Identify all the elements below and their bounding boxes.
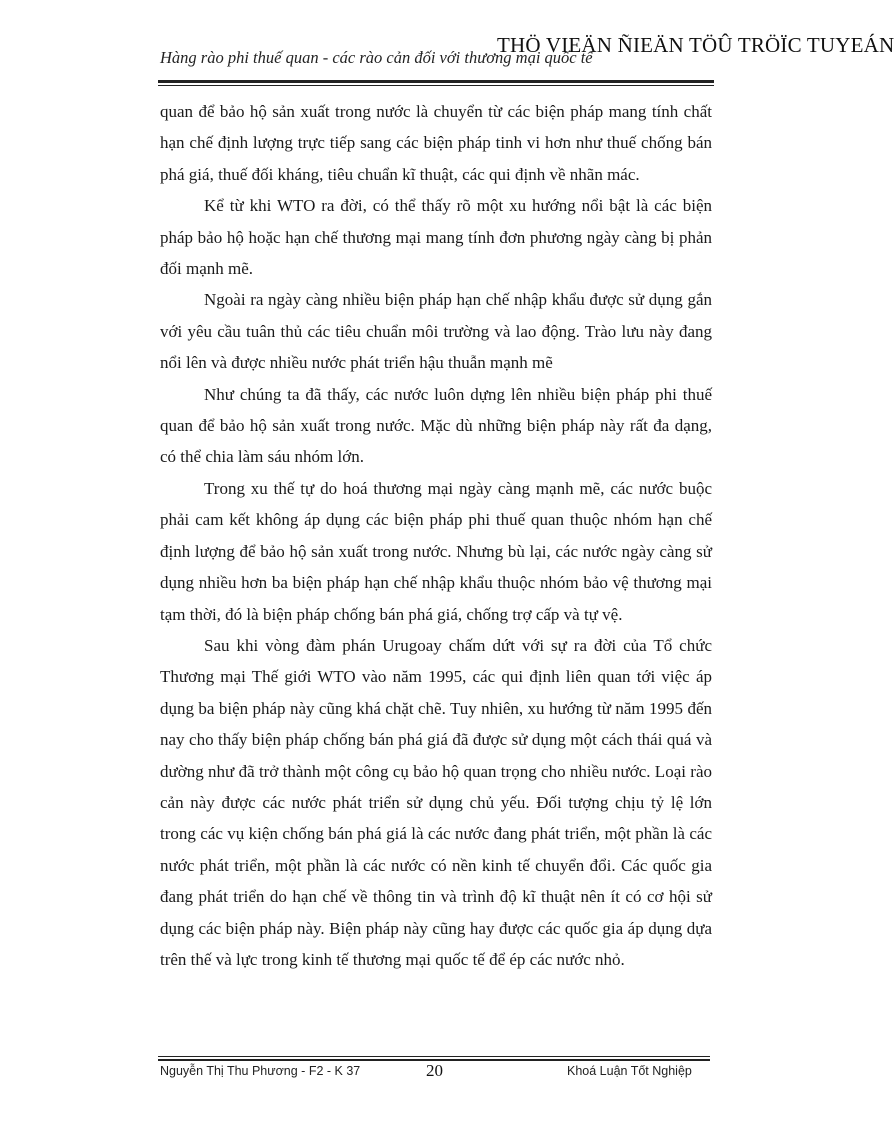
footer-thesis-label: Khoá Luận Tốt Nghiệp bbox=[567, 1064, 692, 1078]
paragraph: Sau khi vòng đàm phán Urugoay chấm dứt với sự ra đời của Tổ chức Thương mại Thế giới WTO vào năm 1995, các qui định liên quan tới việc áp dụng ba biện pháp này cũng khá chặt chẽ. Tuy nhiên, xu hướng từ năm 1995 đến nay cho thấy biện pháp chống bán phá giá đã được sử dụng một cách thái quá và dường như đã trở thành một công cụ bảo hộ quan trọng cho nhiều nước. Loại rào cản này được các nước phát triển sử dụng chủ yếu. Đối tượng chịu tỷ lệ lớn trong các vụ kiện chống bán phá giá là các nước đang phát triển, một phần là các nước phát triển, một phần là các nước có nền kinh tế chuyển đổi. Các quốc gia đang phát triển do hạn chế về thông tin và trình độ kĩ thuật nên ít có cơ hội sử dụng các biện pháp này. Biện pháp này cũng hay được các quốc gia áp dụng dựa trên thế và lực trong kinh tế thương mại quốc tế để ép các nước nhỏ. bbox=[160, 635, 712, 969]
header-rule-thin bbox=[158, 85, 714, 86]
paragraph: Kể từ khi WTO ra đời, có thể thấy rõ một xu hướng nổi bật là các biện pháp bảo hộ hoặc hạn chế thương mại mang tính đơn phương ngày càng bị phản đối mạnh mẽ. bbox=[160, 196, 712, 279]
paragraph: quan để bảo hộ sản xuất trong nước là chuyển từ các biện pháp mang tính chất hạn chế định lượng trực tiếp sang các biện pháp tinh vi hơn như thuế chống bán phá giá, thuế đối kháng, tiêu chuẩn kĩ thuật, các qui định về nhãn mác. bbox=[160, 102, 712, 184]
library-watermark: THÖ VIEÄN ÑIEÄN TÖÛ TRÖÏC TUYEÁN bbox=[497, 33, 894, 57]
footer-rule-thin bbox=[158, 1056, 710, 1057]
running-header-title: Hàng rào phi thuế quan - các rào cản đối với thương mại quốc tế bbox=[160, 48, 593, 67]
page-number: 20 bbox=[426, 1061, 443, 1080]
paragraph: Như chúng ta đã thấy, các nước luôn dựng lên nhiều biện pháp phi thuế quan để bảo hộ sản xuất trong nước. Mặc dù những biện pháp này rất đa dạng, có thể chia làm sáu nhóm lớn. bbox=[160, 384, 712, 467]
body-text bbox=[160, 96, 712, 975]
paragraph: Ngoài ra ngày càng nhiều biện pháp hạn chế nhập khẩu được sử dụng gắn với yêu cầu tuân thủ các tiêu chuẩn môi trường và lao động. Trào lưu này đang nổi lên và được nhiều nước phát triển hậu thuẫn mạnh mẽ bbox=[160, 290, 712, 373]
header-rule-thick bbox=[158, 80, 714, 83]
footer-author: Nguyễn Thị Thu Phương - F2 - K 37 bbox=[160, 1064, 361, 1078]
paragraph: Trong xu thế tự do hoá thương mại ngày càng mạnh mẽ, các nước buộc phải cam kết không áp dụng các biện pháp phi thuế quan thuộc nhóm hạn chế định lượng để bảo hộ sản xuất trong nước. Nhưng bù lại, các nước ngày càng sử dụng nhiều hơn ba biện pháp hạn chế nhập khẩu thuộc nhóm bảo vệ thương mại tạm thời, đó là biện pháp chống bán phá giá, chống trợ cấp và tự vệ. bbox=[160, 478, 712, 624]
